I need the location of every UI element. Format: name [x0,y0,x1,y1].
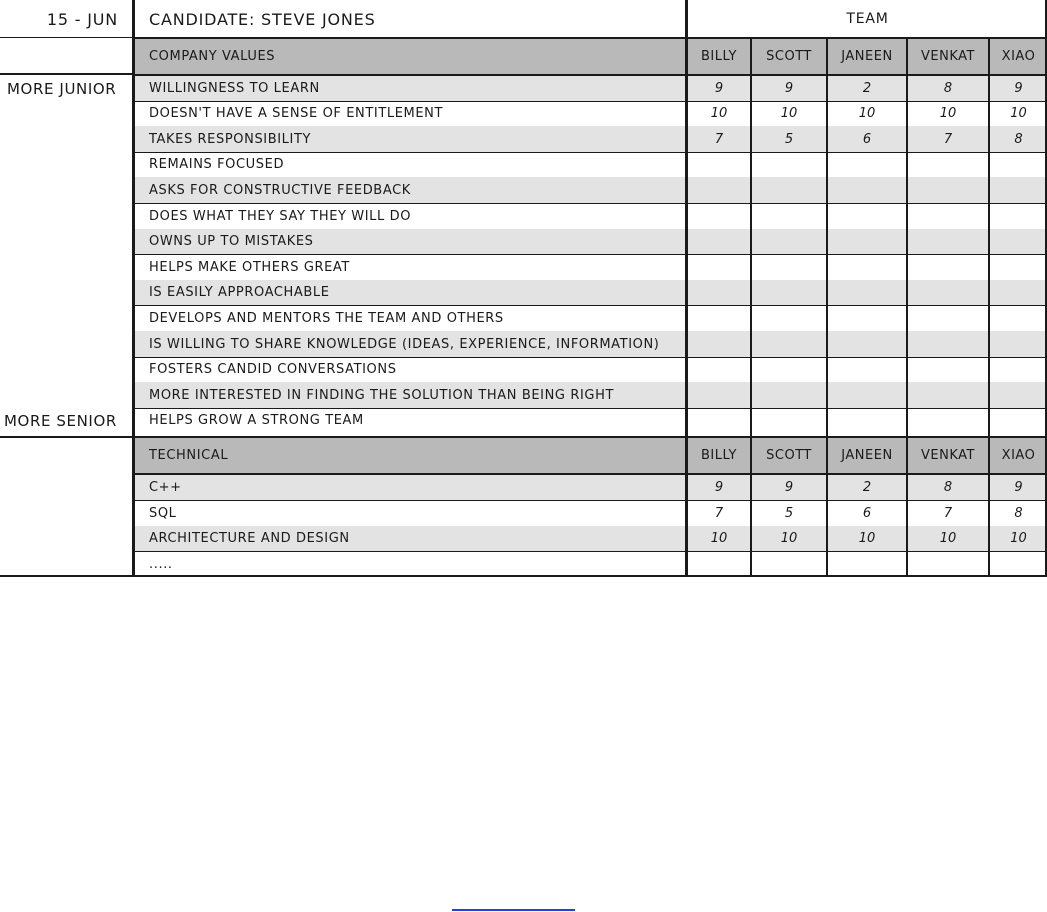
score-cell [990,357,1047,382]
score-cell [688,177,750,203]
score-cell [990,152,1047,177]
team-label: TEAM [846,11,889,27]
score-cell [908,203,988,229]
section-title: COMPANY VALUES [149,49,276,64]
column-header-billy: BILLY [701,448,737,463]
score-cell: 10 [939,106,957,121]
score-cell [990,408,1047,433]
score-cell [908,331,988,357]
score-cell [688,408,750,433]
score-cell: 10 [858,531,876,546]
score-cell: 10 [710,531,728,546]
criterion-label: FOSTERS CANDID CONVERSATIONS [149,362,397,377]
score-cell [752,152,826,177]
column-header-billy: BILLY [701,49,737,64]
score-cell: 10 [780,531,798,546]
column-divider [826,38,828,437]
scale-label-top: MORE JUNIOR [7,79,117,98]
section-title: TECHNICAL [149,448,229,463]
score-cell [688,382,750,408]
column-header-scott: SCOTT [766,49,812,64]
technical-header-bottom [134,473,1047,475]
left-divider [132,0,135,577]
score-cell: 7 [714,505,724,521]
score-cell [990,331,1047,357]
score-cell [908,254,988,280]
criterion-label: DOES WHAT THEY SAY THEY WILL DO [149,208,412,224]
score-cell: 9 [784,80,794,96]
score-cell [688,280,750,305]
left-junior-divider [0,73,132,75]
score-cell [908,305,988,331]
candidate-label: CANDIDATE: STEVE JONES [149,9,376,29]
score-cell: 10 [1010,531,1027,546]
score-cell [688,331,750,357]
score-cell [828,254,906,280]
score-cell [688,229,750,254]
score-cell [990,382,1047,408]
score-cell: 8 [1014,505,1023,521]
score-cell [688,305,750,331]
score-cell: 7 [943,131,953,147]
score-cell [908,551,988,577]
score-cell [990,305,1047,331]
column-header-scott: SCOTT [766,448,812,463]
score-cell: 10 [939,531,957,546]
values-header-bottom [134,74,1047,76]
score-cell [908,408,988,433]
criterion-label: MORE INTERESTED IN FINDING THE SOLUTION THAN BEING RIGHT [149,387,614,403]
score-cell [908,152,988,177]
column-header-janeen: JANEEN [841,49,893,64]
criterion-label: ARCHITECTURE AND DESIGN [149,531,350,546]
score-cell: 9 [714,479,724,495]
column-divider [988,437,990,577]
score-cell [752,551,826,577]
score-cell: 10 [780,106,798,121]
score-cell [752,203,826,229]
score-cell: 6 [862,505,872,521]
score-cell [752,408,826,433]
criterion-label: TAKES RESPONSIBILITY [149,131,312,147]
criterion-label: REMAINS FOCUSED [149,157,285,172]
score-cell: 10 [1010,106,1027,121]
score-cell [990,551,1047,577]
score-cell [752,177,826,203]
score-cell: 7 [943,505,953,521]
score-cell [688,357,750,382]
column-divider [826,437,828,577]
column-divider [906,38,908,437]
column-divider [750,38,752,437]
score-cell: 8 [943,479,953,495]
score-cell [752,280,826,305]
column-header-xiao: XIAO [1001,448,1036,463]
criterion-label: DOESN'T HAVE A SENSE OF ENTITLEMENT [149,106,444,121]
score-cell [752,331,826,357]
score-cell [828,357,906,382]
score-cell [828,551,906,577]
criterion-label: WILLINGNESS TO LEARN [149,80,320,96]
score-cell: 8 [943,80,953,96]
score-cell: 7 [714,131,724,147]
column-divider [988,38,990,437]
score-cell: 10 [710,106,728,121]
bottom-border [0,575,1047,577]
score-cell [908,357,988,382]
score-cell [908,229,988,254]
score-cell [688,254,750,280]
score-cell [828,408,906,433]
column-divider [750,437,752,577]
score-cell: 10 [858,106,876,121]
score-cell: 9 [784,479,794,495]
header-divider [134,37,1047,39]
score-cell [828,229,906,254]
score-cell: 8 [1014,131,1023,147]
score-cell: 9 [1014,479,1023,495]
score-cell [688,203,750,229]
score-cell: 2 [862,80,872,96]
score-cell [990,280,1047,305]
score-cell [828,305,906,331]
score-cell [990,177,1047,203]
score-cell: 9 [1014,80,1023,96]
section-divider [0,436,1047,438]
date-underline [0,37,132,38]
criterion-label: ..... [149,556,173,572]
score-cell [752,305,826,331]
score-cell [752,382,826,408]
score-cell: 9 [714,80,724,96]
column-divider [906,437,908,577]
criterion-label: ASKS FOR CONSTRUCTIVE FEEDBACK [149,182,411,198]
column-header-venkat: VENKAT [921,448,975,463]
score-cell [828,280,906,305]
score-cell: 6 [862,131,872,147]
criterion-label: IS WILLING TO SHARE KNOWLEDGE (IDEAS, EXPERIENCE, INFORMATION) [149,336,660,352]
score-cell [990,229,1047,254]
date-label: 15 - JUN [46,9,118,29]
score-cell [688,152,750,177]
criterion-label: HELPS MAKE OTHERS GREAT [149,259,350,275]
footer-link-underline[interactable] [452,909,575,911]
score-cell [828,382,906,408]
score-cell: 5 [784,131,794,147]
criterion-label: SQL [149,505,177,521]
criterion-label: DEVELOPS AND MENTORS THE TEAM AND OTHERS [149,310,504,326]
criteria-divider [685,0,688,577]
score-cell [752,229,826,254]
score-cell [908,280,988,305]
score-cell [752,357,826,382]
criterion-label: IS EASILY APPROACHABLE [149,285,330,300]
score-cell [908,177,988,203]
criterion-label: OWNS UP TO MISTAKES [149,234,314,249]
score-cell [828,331,906,357]
criterion-label: C++ [149,479,182,495]
column-header-xiao: XIAO [1001,49,1036,64]
score-cell: 5 [784,505,794,521]
score-cell [828,177,906,203]
score-cell [828,203,906,229]
score-cell: 2 [862,479,872,495]
score-cell [752,254,826,280]
score-cell [908,382,988,408]
score-cell [990,203,1047,229]
column-header-janeen: JANEEN [841,448,893,463]
criterion-label: HELPS GROW A STRONG TEAM [149,413,364,428]
scale-label-bottom: MORE SENIOR [4,411,117,430]
score-cell [828,152,906,177]
score-cell [990,254,1047,280]
score-cell [688,551,750,577]
column-header-venkat: VENKAT [921,49,975,64]
